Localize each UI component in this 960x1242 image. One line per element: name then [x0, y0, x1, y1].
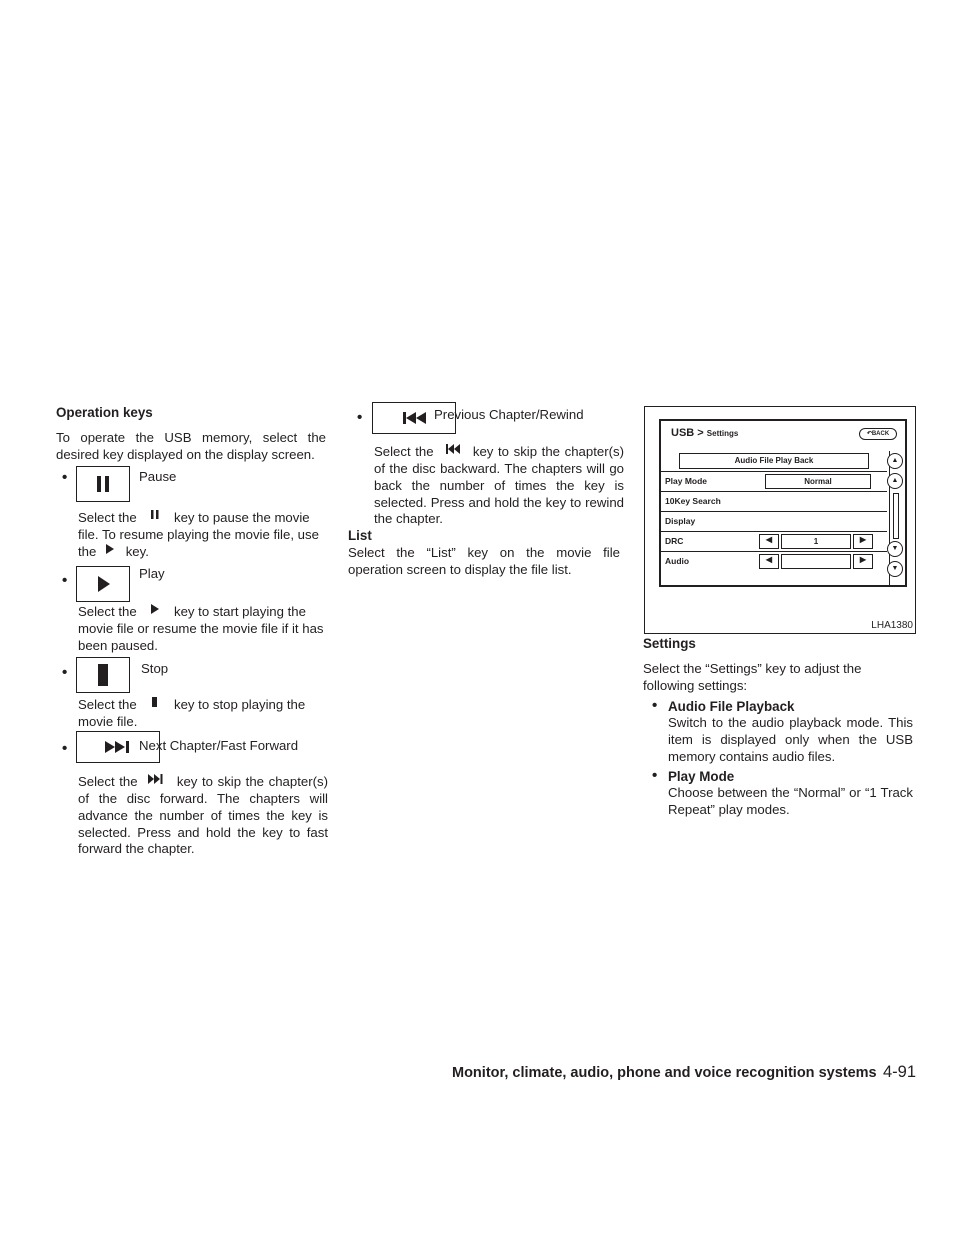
- audio-value: [781, 554, 851, 569]
- back-arrow-icon: ↶: [866, 431, 872, 437]
- page-number: 4-91: [883, 1063, 917, 1081]
- pause-icon: [140, 510, 170, 527]
- previous-chapter-icon: [438, 444, 468, 461]
- section-footer: Monitor, climate, audio, phone and voice recognition systems: [452, 1065, 877, 1081]
- pause-key-icon: [76, 466, 130, 502]
- play-key-icon: [76, 566, 130, 602]
- settings-intro: Select the “Settings” key to adjust the following settings:: [643, 661, 862, 693]
- screen-title: USB > Settings: [671, 427, 739, 439]
- bullet: •: [62, 572, 68, 589]
- audio-file-playback-text: Switch to the audio playback mode. This item is displayed only when the USB memory contains audio files.: [668, 715, 913, 764]
- settings-list: [661, 451, 890, 585]
- back-button[interactable]: ↶BACK: [859, 428, 897, 440]
- operation-keys-heading: Operation keys: [56, 405, 153, 420]
- settings-screen: [659, 419, 907, 587]
- audio-right-arrow-icon[interactable]: ▶: [853, 554, 873, 569]
- play-mode-text: Choose between the “Normal” or “1 Track Repeat” play modes.: [668, 785, 913, 817]
- play-icon: [100, 544, 122, 561]
- drc-right-arrow-icon[interactable]: ▶: [853, 534, 873, 549]
- list-description: Select the “List” key on the movie file operation screen to display the file list.: [348, 545, 620, 577]
- play-mode-value: Normal: [765, 474, 871, 489]
- bullet: •: [652, 697, 658, 714]
- figure-code: LHA1380: [871, 620, 913, 631]
- settings-screen-figure: [644, 406, 916, 634]
- settings-row-drc[interactable]: DRC ◀ 1 ▶: [661, 531, 887, 550]
- scroll-top-icon[interactable]: ▲: [887, 453, 903, 469]
- settings-heading: Settings: [643, 636, 696, 651]
- bullet: •: [62, 469, 68, 486]
- settings-row-play-mode[interactable]: Play Mode Normal: [661, 471, 887, 490]
- pause-description: Select the key to pause the movie file. To resume playing the movie file, use the key.: [78, 510, 319, 559]
- bullet: •: [652, 767, 658, 784]
- bullet: •: [357, 409, 363, 426]
- bullet: •: [62, 664, 68, 681]
- audio-file-playback-title: Audio File Playback: [668, 699, 795, 714]
- stop-key-icon: [76, 657, 130, 693]
- operation-keys-intro: To operate the USB memory, select the desired key displayed on the display screen.: [56, 430, 326, 462]
- bullet: •: [62, 740, 68, 757]
- audio-left-arrow-icon[interactable]: ◀: [759, 554, 779, 569]
- drc-value: 1: [781, 534, 851, 549]
- stop-icon: [140, 697, 170, 714]
- settings-row-audio[interactable]: Audio ◀ ▶: [661, 551, 887, 570]
- previous-chapter-label: Previous Chapter/Rewind: [434, 407, 584, 422]
- settings-row-display[interactable]: Display: [661, 511, 887, 530]
- scroll-up-icon[interactable]: ▲: [887, 473, 903, 489]
- scrollbar[interactable]: [893, 493, 899, 539]
- play-icon: [140, 604, 170, 621]
- next-chapter-description: Select the key to skip the chapter(s) of the disc forward. The chapters will advance the number of times the key is selected. Press and hold the key to fast forward the chapter.: [78, 774, 328, 857]
- settings-row-10key-search[interactable]: 10Key Search: [661, 491, 887, 510]
- stop-description: Select the key to stop playing the movie file.: [78, 697, 306, 729]
- previous-chapter-description: Select the key to skip the chapter(s) of the disc backward. The chapters will go back the number of times the key is selected. Press and hold the key to rewind the chapter.: [374, 444, 624, 527]
- next-chapter-label: Next Chapter/Fast Forward: [139, 738, 299, 753]
- scroll-down-icon[interactable]: ▼: [887, 541, 903, 557]
- settings-row-audio-file-play-back[interactable]: Audio File Play Back: [661, 451, 887, 469]
- list-heading: List: [348, 528, 372, 543]
- scroll-bottom-icon[interactable]: ▼: [887, 561, 903, 577]
- next-chapter-icon: [142, 774, 172, 791]
- play-mode-title: Play Mode: [668, 769, 735, 784]
- play-description: Select the key to start playing the movie file or resume the movie file if it has been paused.: [78, 604, 324, 653]
- pause-label: Pause: [139, 469, 177, 484]
- stop-label: Stop: [141, 661, 169, 676]
- drc-left-arrow-icon[interactable]: ◀: [759, 534, 779, 549]
- play-label: Play: [139, 566, 165, 581]
